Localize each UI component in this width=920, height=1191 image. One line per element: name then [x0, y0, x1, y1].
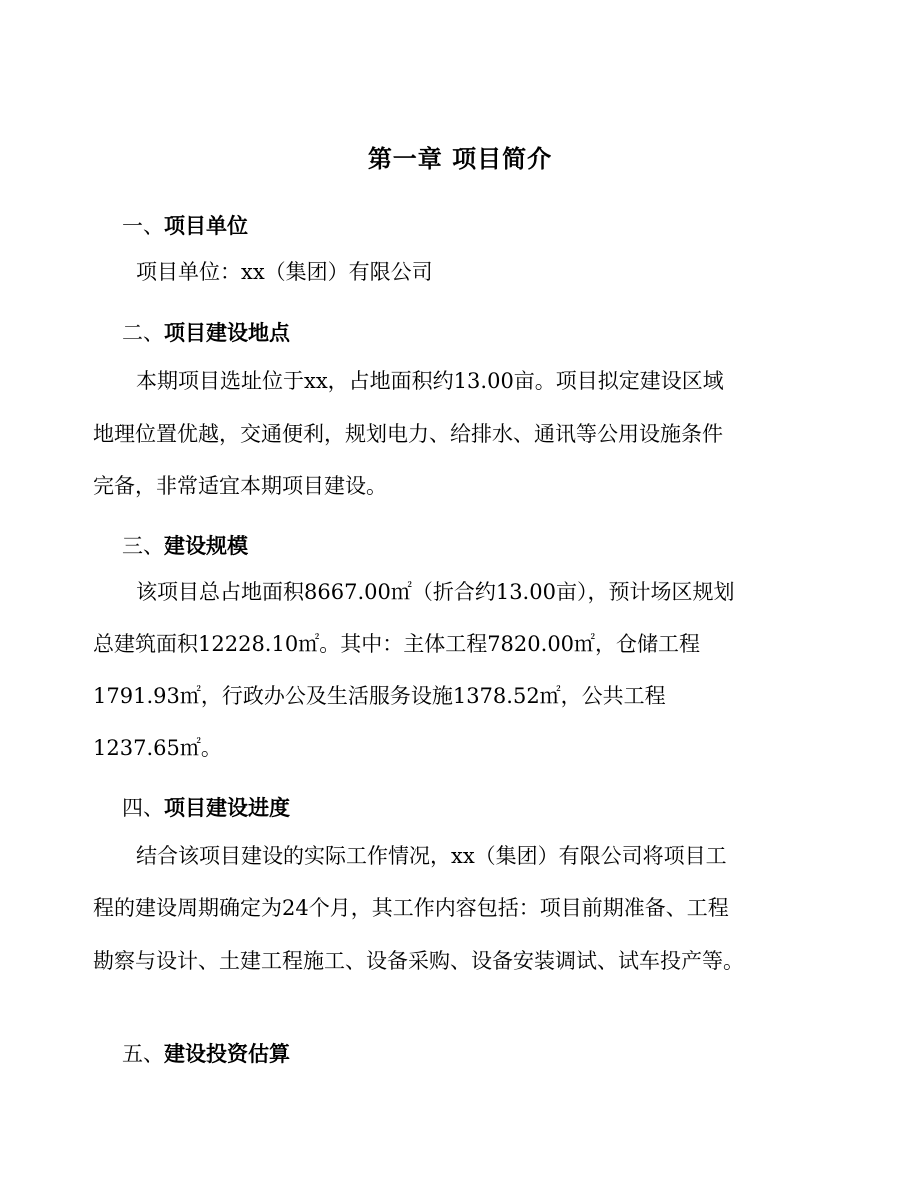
section-title: 项目单位: [164, 213, 248, 238]
paragraph-line: 结合该项目建设的实际工作情况，xx（集团）有限公司将项目工: [136, 844, 727, 868]
paragraph-line: 1791.93㎡，行政办公及生活服务设施1378.52㎡，公共工程: [93, 684, 666, 708]
section-heading-project-unit: [122, 211, 248, 241]
section-title: 建设规模: [164, 533, 248, 558]
paragraph-line: 完备，非常适宜本期项目建设。: [93, 474, 387, 498]
section-number: 四、: [122, 796, 164, 820]
paragraph-line: 本期项目选址位于xx，占地面积约13.00亩。项目拟定建设区域: [136, 369, 724, 393]
section-title: 项目建设地点: [164, 320, 290, 345]
section-number: 二、: [122, 321, 164, 345]
section-heading-construction-schedule: [122, 793, 290, 823]
section-number: 三、: [122, 534, 164, 558]
paragraph-line: 勘察与设计、土建工程施工、设备采购、设备安装调试、试车投产等。: [93, 949, 744, 973]
section-number: 一、: [122, 214, 164, 238]
section-title: 项目建设进度: [164, 795, 290, 820]
section-number: 五、: [122, 1042, 164, 1066]
section-heading-construction-scale: [122, 531, 248, 561]
paragraph-line: 1237.65㎡。: [93, 736, 222, 760]
paragraph-line: 程的建设周期确定为24个月，其工作内容包括：项目前期准备、工程: [93, 896, 729, 920]
paragraph-line: 该项目总占地面积8667.00㎡（折合约13.00亩），预计场区规划: [136, 580, 735, 604]
paragraph-line: 项目单位：xx（集团）有限公司: [136, 260, 433, 284]
section-heading-investment-estimate: [122, 1039, 290, 1069]
paragraph-line: 地理位置优越，交通便利，规划电力、给排水、通讯等公用设施条件: [93, 422, 723, 446]
paragraph-line: 总建筑面积12228.10㎡。其中：主体工程7820.00㎡，仓储工程: [93, 632, 701, 656]
chapter-title: 第一章 项目简介: [367, 144, 553, 173]
section-title: 建设投资估算: [164, 1041, 290, 1066]
section-heading-project-location: [122, 318, 290, 348]
